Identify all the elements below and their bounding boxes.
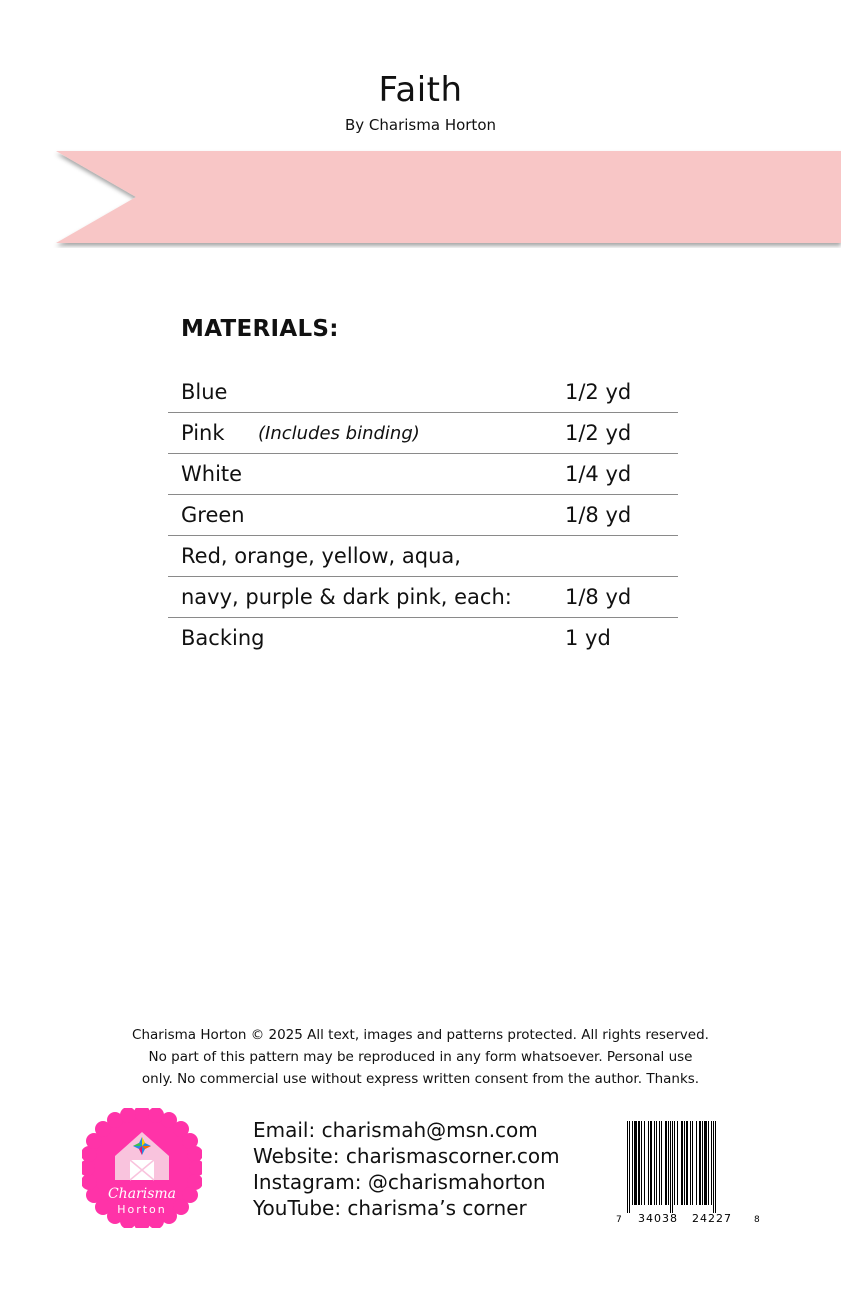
- barcode-bar: [708, 1121, 709, 1205]
- contact-youtube: YouTube: charisma’s corner: [253, 1196, 527, 1220]
- material-name: Pink: [181, 421, 225, 445]
- materials-row: [168, 372, 678, 413]
- material-note: (Includes binding): [258, 423, 420, 444]
- material-name: White: [181, 462, 243, 486]
- barcode-bar: [665, 1121, 667, 1205]
- logo-text-name: Charisma: [107, 1186, 177, 1202]
- barcode-bar: [632, 1121, 633, 1205]
- barcode-bar: [711, 1121, 712, 1205]
- material-quantity: 1/8 yd: [565, 585, 632, 609]
- pink-ribbon-banner: [0, 148, 841, 248]
- barcode-bar: [672, 1121, 673, 1213]
- barcode-bar: [668, 1121, 669, 1205]
- barcode-bars: [627, 1121, 716, 1213]
- barcode-lead-digit: 7: [616, 1215, 622, 1225]
- barcode-bar: [654, 1121, 655, 1205]
- barcode-bar: [670, 1121, 671, 1213]
- material-quantity: 1 yd: [565, 626, 611, 650]
- copyright-line: only. No commercial use without express written consent from the author. Thanks.: [141, 1071, 700, 1087]
- barcode-bar: [648, 1121, 649, 1205]
- material-name: Red, orange, yellow, aqua,: [181, 544, 461, 568]
- author-byline: By Charisma Horton: [344, 116, 497, 134]
- barcode-bar: [696, 1121, 697, 1205]
- materials-row: [168, 618, 678, 658]
- barcode-bar: [641, 1121, 642, 1205]
- copyright-line: No part of this pattern may be reproduced in any form whatsoever. Personal use: [148, 1049, 693, 1065]
- barcode-bar: [644, 1121, 645, 1205]
- barcode-bar: [661, 1121, 662, 1205]
- barcode-bar: [659, 1121, 660, 1205]
- material-quantity: 1/2 yd: [565, 380, 632, 404]
- copyright-notice: [0, 1024, 841, 1090]
- ribbon-shape: [56, 151, 841, 243]
- barcode-bar: [684, 1121, 685, 1205]
- materials-row: [168, 413, 678, 454]
- contact-info: [253, 1117, 560, 1221]
- barcode-bar: [715, 1121, 716, 1213]
- materials-row: [168, 536, 678, 577]
- material-name: Green: [181, 503, 245, 527]
- logo-text-surname: Horton: [117, 1203, 167, 1216]
- contact-instagram: Instagram: @charismahorton: [253, 1170, 546, 1194]
- barcode-bar: [650, 1121, 652, 1205]
- copyright-line: Charisma Horton © 2025 All text, images and patterns protected. All rights reserved.: [132, 1027, 709, 1043]
- barcode-bar: [702, 1121, 703, 1205]
- materials-heading: MATERIALS:: [181, 316, 339, 342]
- barcode-bar: [627, 1121, 628, 1213]
- page-title: Faith: [378, 70, 463, 110]
- materials-row: [168, 495, 678, 536]
- charisma-horton-logo: [82, 1108, 202, 1228]
- barcode-right-digits: 24227: [692, 1212, 732, 1225]
- barcode-bar: [674, 1121, 675, 1205]
- material-name: Blue: [181, 380, 228, 404]
- contact-email: Email: charismah@msn.com: [253, 1118, 538, 1142]
- barcode-bar: [681, 1121, 683, 1205]
- barcode-bar: [677, 1121, 678, 1205]
- barcode-bar: [686, 1121, 688, 1205]
- material-quantity: 1/8 yd: [565, 503, 632, 527]
- material-name: Backing: [181, 626, 265, 650]
- materials-row: [168, 577, 678, 618]
- barcode-bar: [713, 1121, 714, 1213]
- barcode-bar: [638, 1121, 640, 1205]
- barcode-bar: [690, 1121, 691, 1205]
- material-quantity: 1/4 yd: [565, 462, 632, 486]
- barcode-left-digits: 34038: [638, 1212, 678, 1225]
- barcode-bar: [656, 1121, 657, 1205]
- material-quantity: 1/2 yd: [565, 421, 632, 445]
- barcode-bar: [704, 1121, 707, 1205]
- materials-table: [168, 372, 678, 658]
- contact-website: Website: charismascorner.com: [253, 1144, 560, 1168]
- barcode-bar: [634, 1121, 637, 1205]
- barcode-check-digit: 8: [754, 1215, 760, 1225]
- barcode-bar: [692, 1121, 693, 1205]
- barcode-bar: [699, 1121, 701, 1205]
- upc-barcode: [614, 1121, 764, 1226]
- materials-row: [168, 454, 678, 495]
- barcode-bar: [629, 1121, 630, 1213]
- material-name: navy, purple & dark pink, each:: [181, 585, 512, 609]
